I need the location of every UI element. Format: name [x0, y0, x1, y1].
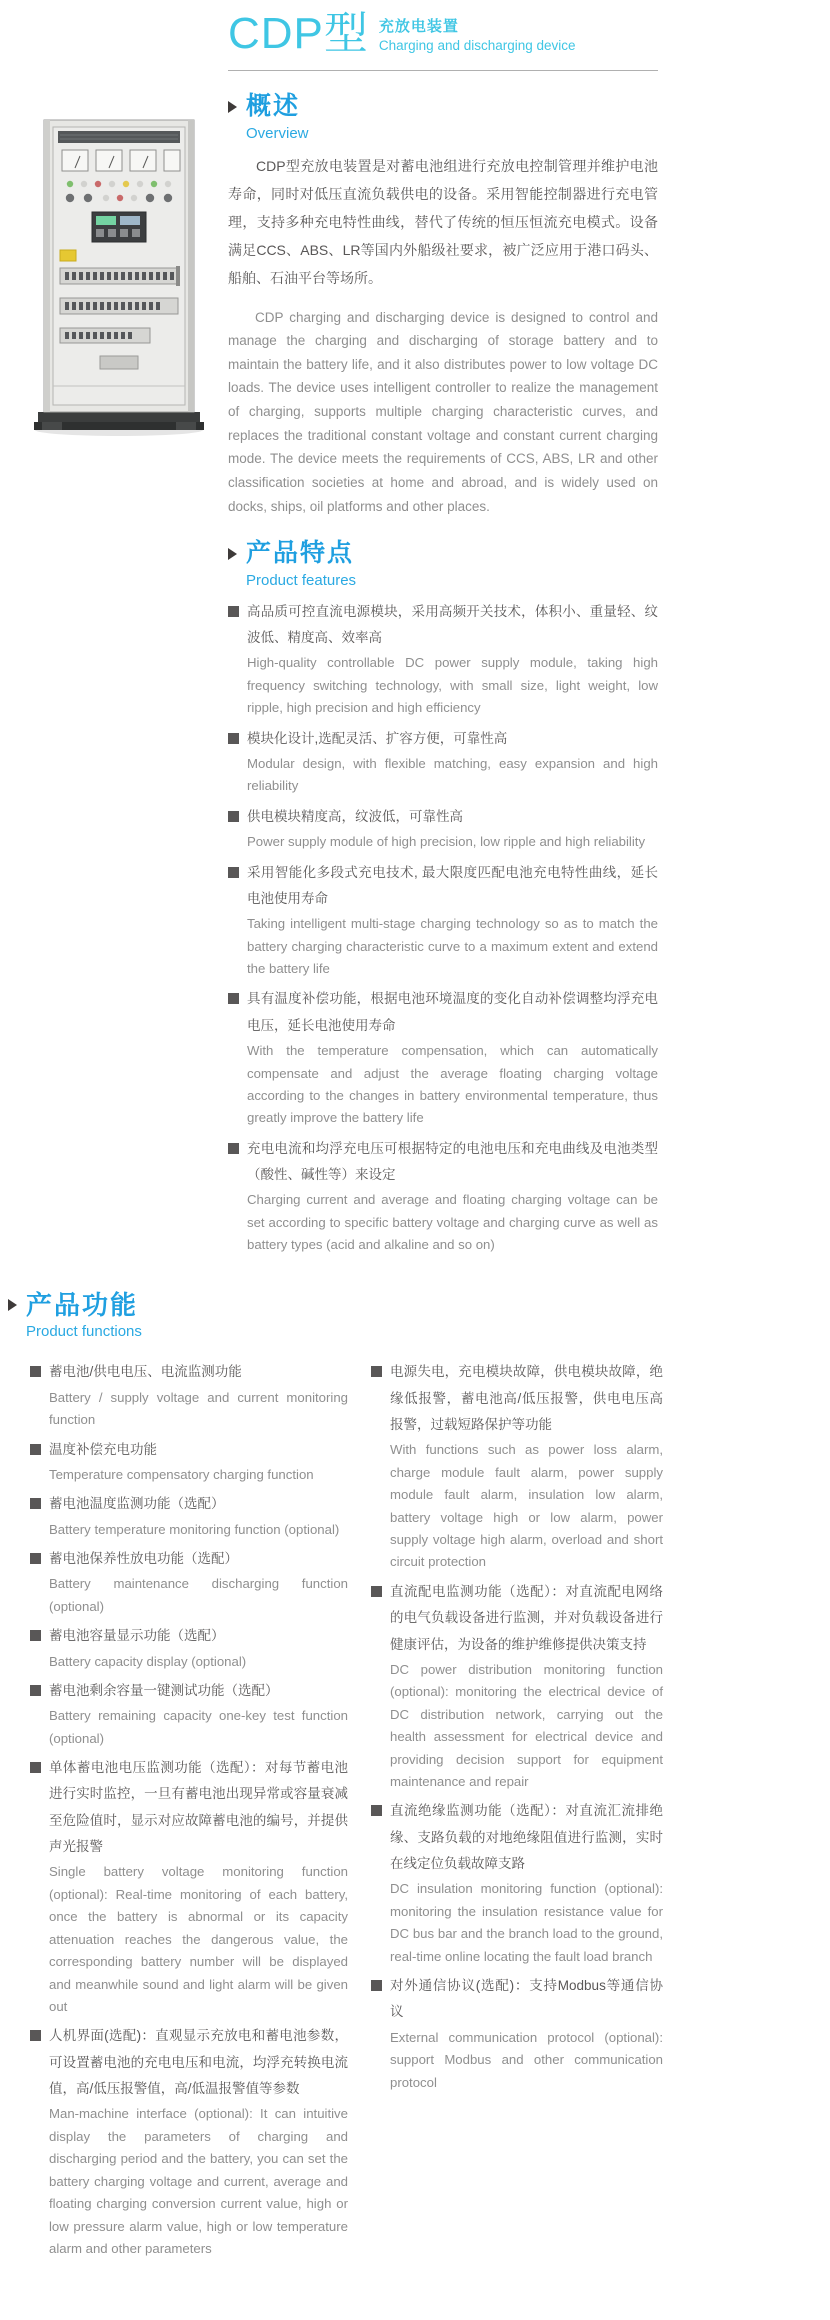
function-text-cn: 温度补偿充电功能 — [49, 1441, 157, 1457]
feature-text-cn: 充电电流和均浮充电压可根据特定的电池电压和充电曲线及电池类型（酸性、碱性等）来设定 — [247, 1140, 658, 1183]
bullet-square-icon — [228, 993, 239, 1004]
function-item — [30, 2023, 348, 2260]
section-marker-icon — [8, 1299, 17, 1311]
function-text-cn: 蓄电池/供电电压、电流监测功能 — [49, 1364, 242, 1380]
overview-paragraph-cn: CDP型充放电装置是对蓄电池组进行充放电控制管理并维护电池寿命，同时对低压直流负载供电的设备。采用智能控制器进行充电管理，支持多种充电特性曲线，替代了传统的恒压恒流充电模式。设备满足CCS、ABS、LR等国内外船级社要求，被广泛应用于港口码头、船舶、石油平台等场所。 — [228, 157, 658, 286]
bullet-square-icon — [371, 1980, 382, 1991]
features-heading-cn: 产品特点 — [246, 539, 355, 568]
feature-text-cn: 采用智能化多段式充电技术, 最大限度匹配电池充电特性曲线，延长电池使用寿命 — [247, 864, 658, 906]
feature-item — [228, 860, 658, 981]
function-item — [30, 1678, 348, 1750]
bullet-square-icon — [30, 1366, 41, 1377]
functions-heading-cn: 产品功能 — [26, 1289, 139, 1320]
overview-section — [228, 93, 658, 518]
function-item — [30, 1623, 348, 1673]
bullet-square-icon — [228, 867, 239, 878]
function-text-cn: 直流配电监测功能（选配）：对直流配电网络的电气负载设备进行监测，并对负载设备进行健康评估，为设备的维护维修提供决策支持 — [390, 1583, 663, 1652]
feature-item — [228, 726, 658, 798]
function-item — [371, 1359, 663, 1574]
feature-text-en: High-quality controllable DC power supply module, taking high frequency switching technology, with small size, light weight, low ripple, high precision and high efficiency — [247, 655, 658, 716]
bullet-square-icon — [30, 1630, 41, 1641]
bullet-square-icon — [30, 1685, 41, 1696]
functions-section — [0, 1291, 830, 2261]
function-text-en: Temperature compensatory charging function — [49, 1466, 314, 1482]
bullet-square-icon — [30, 2030, 41, 2041]
function-text-cn: 人机界面(选配)：直观显示充放电和蓄电池参数，可设置蓄电池的充电电压和电流，均浮充转换电流值，高/低压报警值，高/低温报警值等参数 — [49, 2028, 348, 2097]
feature-text-cn: 模块化设计,选配灵活、扩容方便，可靠性高 — [247, 730, 508, 746]
bullet-square-icon — [30, 1762, 41, 1773]
function-text-en: Battery / supply voltage and current monitoring function — [49, 1389, 348, 1428]
function-item — [30, 1546, 348, 1618]
product-subtitle-cn: 充放电装置 — [378, 18, 459, 35]
function-text-cn: 蓄电池容量显示功能（选配） — [49, 1628, 225, 1644]
functions-heading-en: Product functions — [26, 1323, 142, 1341]
function-text-cn: 电源失电，充电模块故障，供电模块故障，绝缘低报警，蓄电池高/低压报警，供电电压高报警，过载短路保护等功能 — [390, 1364, 663, 1432]
functions-left-column — [30, 1354, 348, 2260]
bullet-square-icon — [371, 1805, 382, 1816]
feature-text-en: Power supply module of high precision, low ripple and high reliability — [247, 834, 646, 850]
bullet-square-icon — [228, 733, 239, 744]
function-text-cn: 蓄电池保养性放电功能（选配） — [49, 1551, 238, 1567]
function-text-cn: 直流绝缘监测功能（选配）：对直流汇流排绝缘、支路负载的对地绝缘阻值进行监测，实时在线定位负载故障支路 — [390, 1803, 663, 1872]
feature-text-cn: 具有温度补偿功能，根据电池环境温度的变化自动补偿调整均浮充电电压，延长电池使用寿命 — [247, 991, 658, 1033]
feature-item — [228, 599, 658, 720]
function-text-en: Battery temperature monitoring function (optional) — [49, 1521, 340, 1537]
function-text-en: DC insulation monitoring function (optional): monitoring the insulation resistance value for DC bus bar and the branch load to the ground, real-time online locating the fault load branch — [390, 1881, 663, 1964]
charging-cabinet-image — [30, 116, 208, 438]
header-divider — [228, 70, 658, 71]
function-text-en: Battery remaining capacity one-key test function (optional) — [49, 1708, 348, 1746]
feature-text-en: With the temperature compensation, which can automatically compensate and adjust the average floating charging voltage according to the changes in battery environmental temperature, thus greatly improve the battery life — [247, 1043, 658, 1126]
function-item — [30, 1755, 348, 2018]
function-text-en: Battery maintenance discharging function (optional) — [49, 1576, 348, 1614]
feature-text-en: Charging current and average and floating charging voltage can be set according to specific battery voltage and charging curve as well as battery types (acid and alkaline and so on) — [247, 1192, 658, 1253]
function-text-en: DC power distribution monitoring function (optional): monitoring the electrical device of DC distribution network, carrying out the health assessment for electrical device and providing decision support for equipment maintenance and repair — [390, 1661, 663, 1790]
function-text-en: External communication protocol (optional): support Modbus and other communication protocol — [390, 2029, 663, 2090]
bullet-square-icon — [228, 606, 239, 617]
feature-item — [228, 1136, 658, 1257]
function-text-en: Battery capacity display (optional) — [49, 1653, 247, 1669]
overview-heading-cn: 概述 — [246, 92, 301, 120]
bullet-square-icon — [371, 1586, 382, 1597]
overview-heading-en: Overview — [246, 124, 309, 142]
function-item — [30, 1359, 348, 1431]
feature-text-en: Taking intelligent multi-stage charging technology so as to match the battery charging characteristic curve to a maximum extent and extend the battery life — [247, 916, 658, 976]
bullet-square-icon — [228, 811, 239, 822]
features-heading-en: Product features — [246, 571, 357, 589]
feature-text-cn: 高品质可控直流电源模块，采用高频开关技术，体积小、重量轻、纹波低、精度高、效率高 — [247, 603, 658, 645]
product-model-title: CDP型 — [228, 9, 369, 58]
function-text-cn: 对外通信协议(选配)：支持Modbus等通信协议 — [390, 1978, 663, 2020]
bullet-square-icon — [30, 1553, 41, 1564]
feature-item — [228, 804, 658, 854]
function-item — [371, 1798, 663, 1968]
page-header — [228, 9, 658, 58]
section-marker-icon — [228, 548, 237, 560]
function-text-en: Single battery voltage monitoring function (optional): Real-time monitoring of each battery, once the battery is abnormal or its capacity attenuation reaches the dangerous value, the corresponding battery number will be displayed and meanwhile sound and light alarm will be given out — [49, 1864, 348, 2015]
bullet-square-icon — [30, 1498, 41, 1509]
bullet-square-icon — [228, 1143, 239, 1154]
function-text-cn: 单体蓄电池电压监测功能（选配）：对每节蓄电池进行实时监控，一旦有蓄电池出现异常或容量衰减至危险值时，显示对应故障蓄电池的编号，并提供声光报警 — [49, 1760, 348, 1855]
function-item — [371, 1973, 663, 2094]
feature-text-en: Modular design, with flexible matching, easy expansion and high reliability — [247, 755, 658, 794]
function-item — [30, 1437, 348, 1487]
function-text-en: With functions such as power loss alarm, charge module fault alarm, power supply module fault alarm, insulation low alarm, battery voltage high or low alarm, power supply voltage high alarm, overload and short circuit protection — [390, 1442, 663, 1570]
features-section — [228, 540, 658, 1257]
bullet-square-icon — [30, 1444, 41, 1455]
cabinet-photo — [30, 116, 208, 438]
feature-text-cn: 供电模块精度高，纹波低，可靠性高 — [247, 808, 463, 824]
function-item — [30, 1491, 348, 1541]
section-marker-icon — [228, 101, 237, 113]
product-subtitle-en: Charging and discharging device — [378, 38, 576, 53]
feature-item — [228, 986, 658, 1129]
overview-paragraph-en: CDP charging and discharging device is designed to control and manage the charging and discharging of storage battery and to maintain the battery life, and it also distributes power to low voltage DC loads. The device uses intelligent controller to realize the management of charging, supports multiple charging characteristic curves, and replaces the traditional constant voltage and constant current charging mode. The device meets the requirements of CCS, ABS, LR and other classification societies at home and abroad, and is widely used on docks, ships, oil platforms and other places. — [228, 309, 658, 514]
function-item — [371, 1579, 663, 1794]
function-text-cn: 蓄电池温度监测功能（选配） — [49, 1496, 225, 1512]
bullet-square-icon — [371, 1366, 382, 1377]
functions-right-column — [371, 1354, 663, 2260]
function-text-en: Man-machine interface (optional): It can intuitive display the parameters of charging and discharging period and the battery, you can set the battery charging voltage and current, average and floating charging conversion current value, high or low pressure alarm value, high or low temperature alarm and other parameters — [49, 2106, 348, 2257]
function-text-cn: 蓄电池剩余容量一键测试功能（选配） — [49, 1682, 279, 1698]
